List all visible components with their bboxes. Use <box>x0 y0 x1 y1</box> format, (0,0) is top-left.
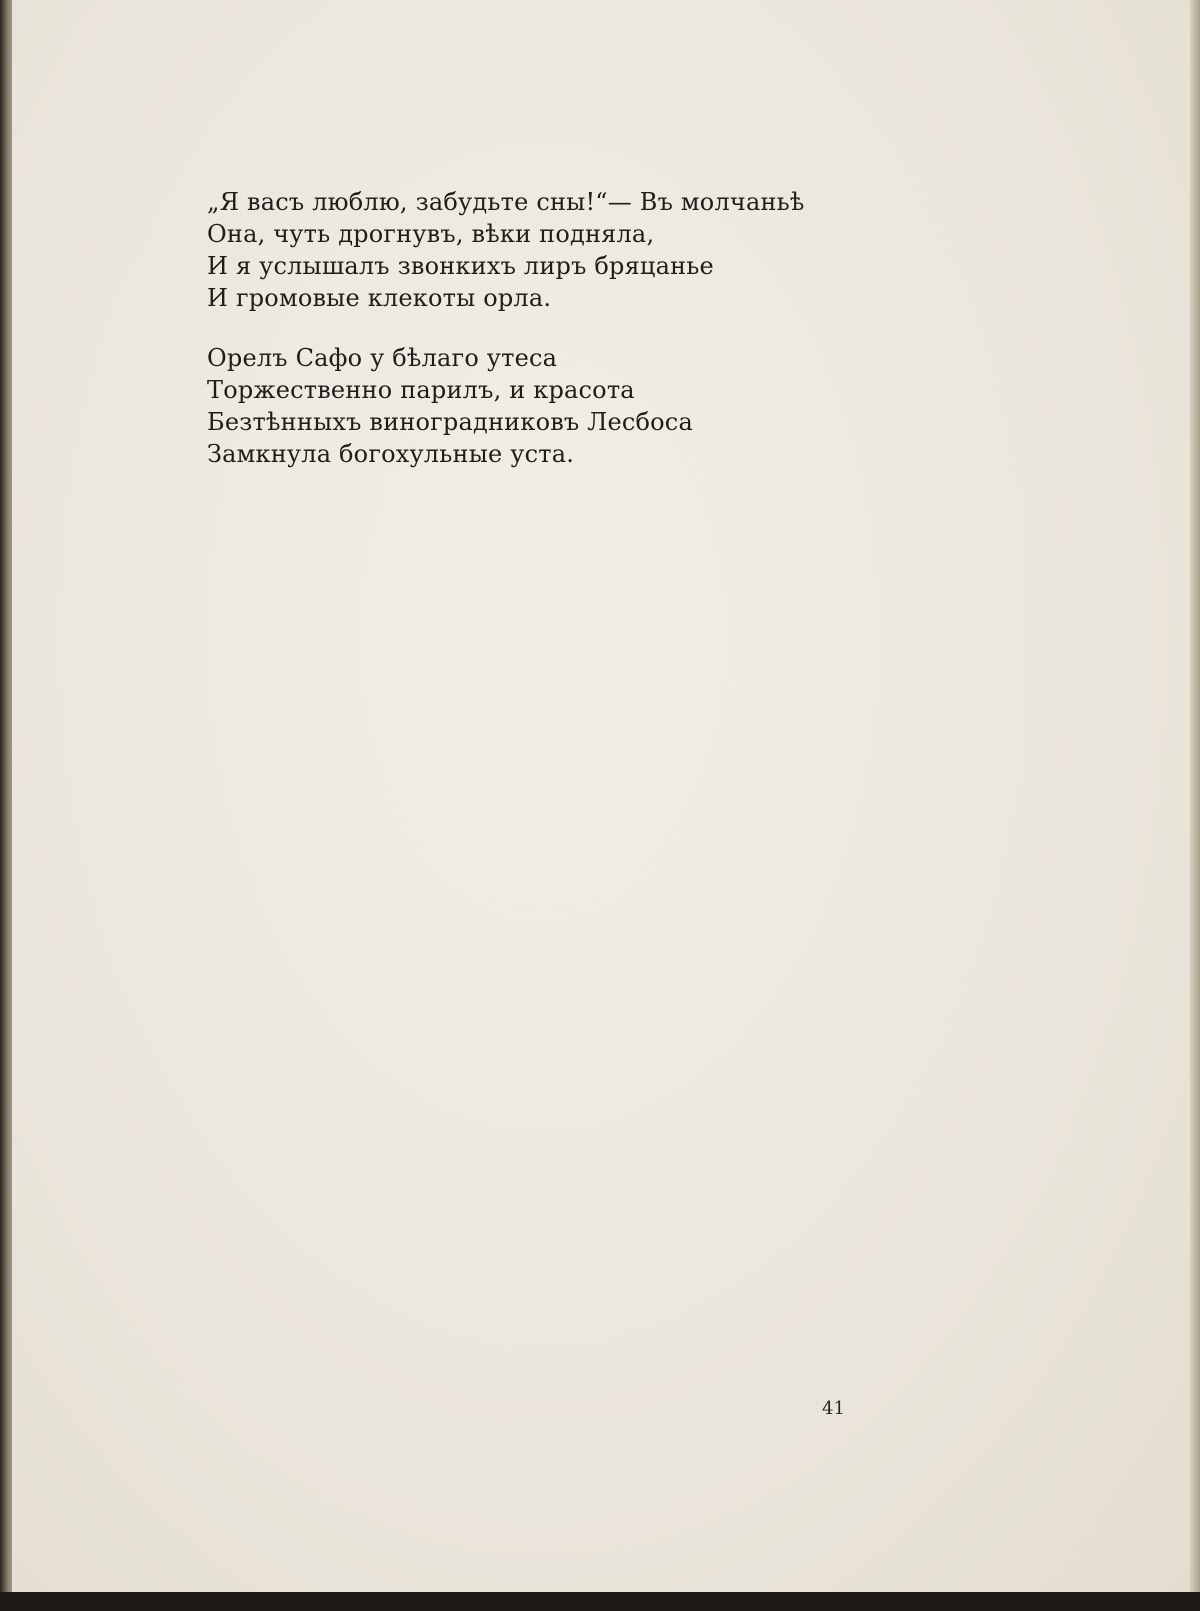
poem-line: Торжественно парилъ, и красота <box>207 376 635 404</box>
poem-line: Безтѣнныхъ виноградниковъ Лесбоса <box>207 408 693 436</box>
page-edge <box>1190 0 1200 1592</box>
poem-line: И я услышалъ звонкихъ лиръ бряцанье <box>207 252 714 280</box>
poem-line: Орелъ Сафо у бѣлаго утеса <box>207 344 558 372</box>
stanza-1 <box>207 186 847 314</box>
poem-line: Замкнула богохульные уста. <box>207 440 575 468</box>
poem-line: „Я васъ люблю, забудьте сны!“— Въ молчаньѣ <box>207 188 805 216</box>
poem-text <box>207 186 847 498</box>
poem-line: Она, чуть дрогнувъ, вѣки подняла, <box>207 220 655 248</box>
stanza-2 <box>207 342 847 470</box>
page-number: 41 <box>822 1398 845 1419</box>
book-bottom-edge <box>0 1592 1200 1611</box>
poem-line: И громовые клекоты орла. <box>207 284 552 312</box>
